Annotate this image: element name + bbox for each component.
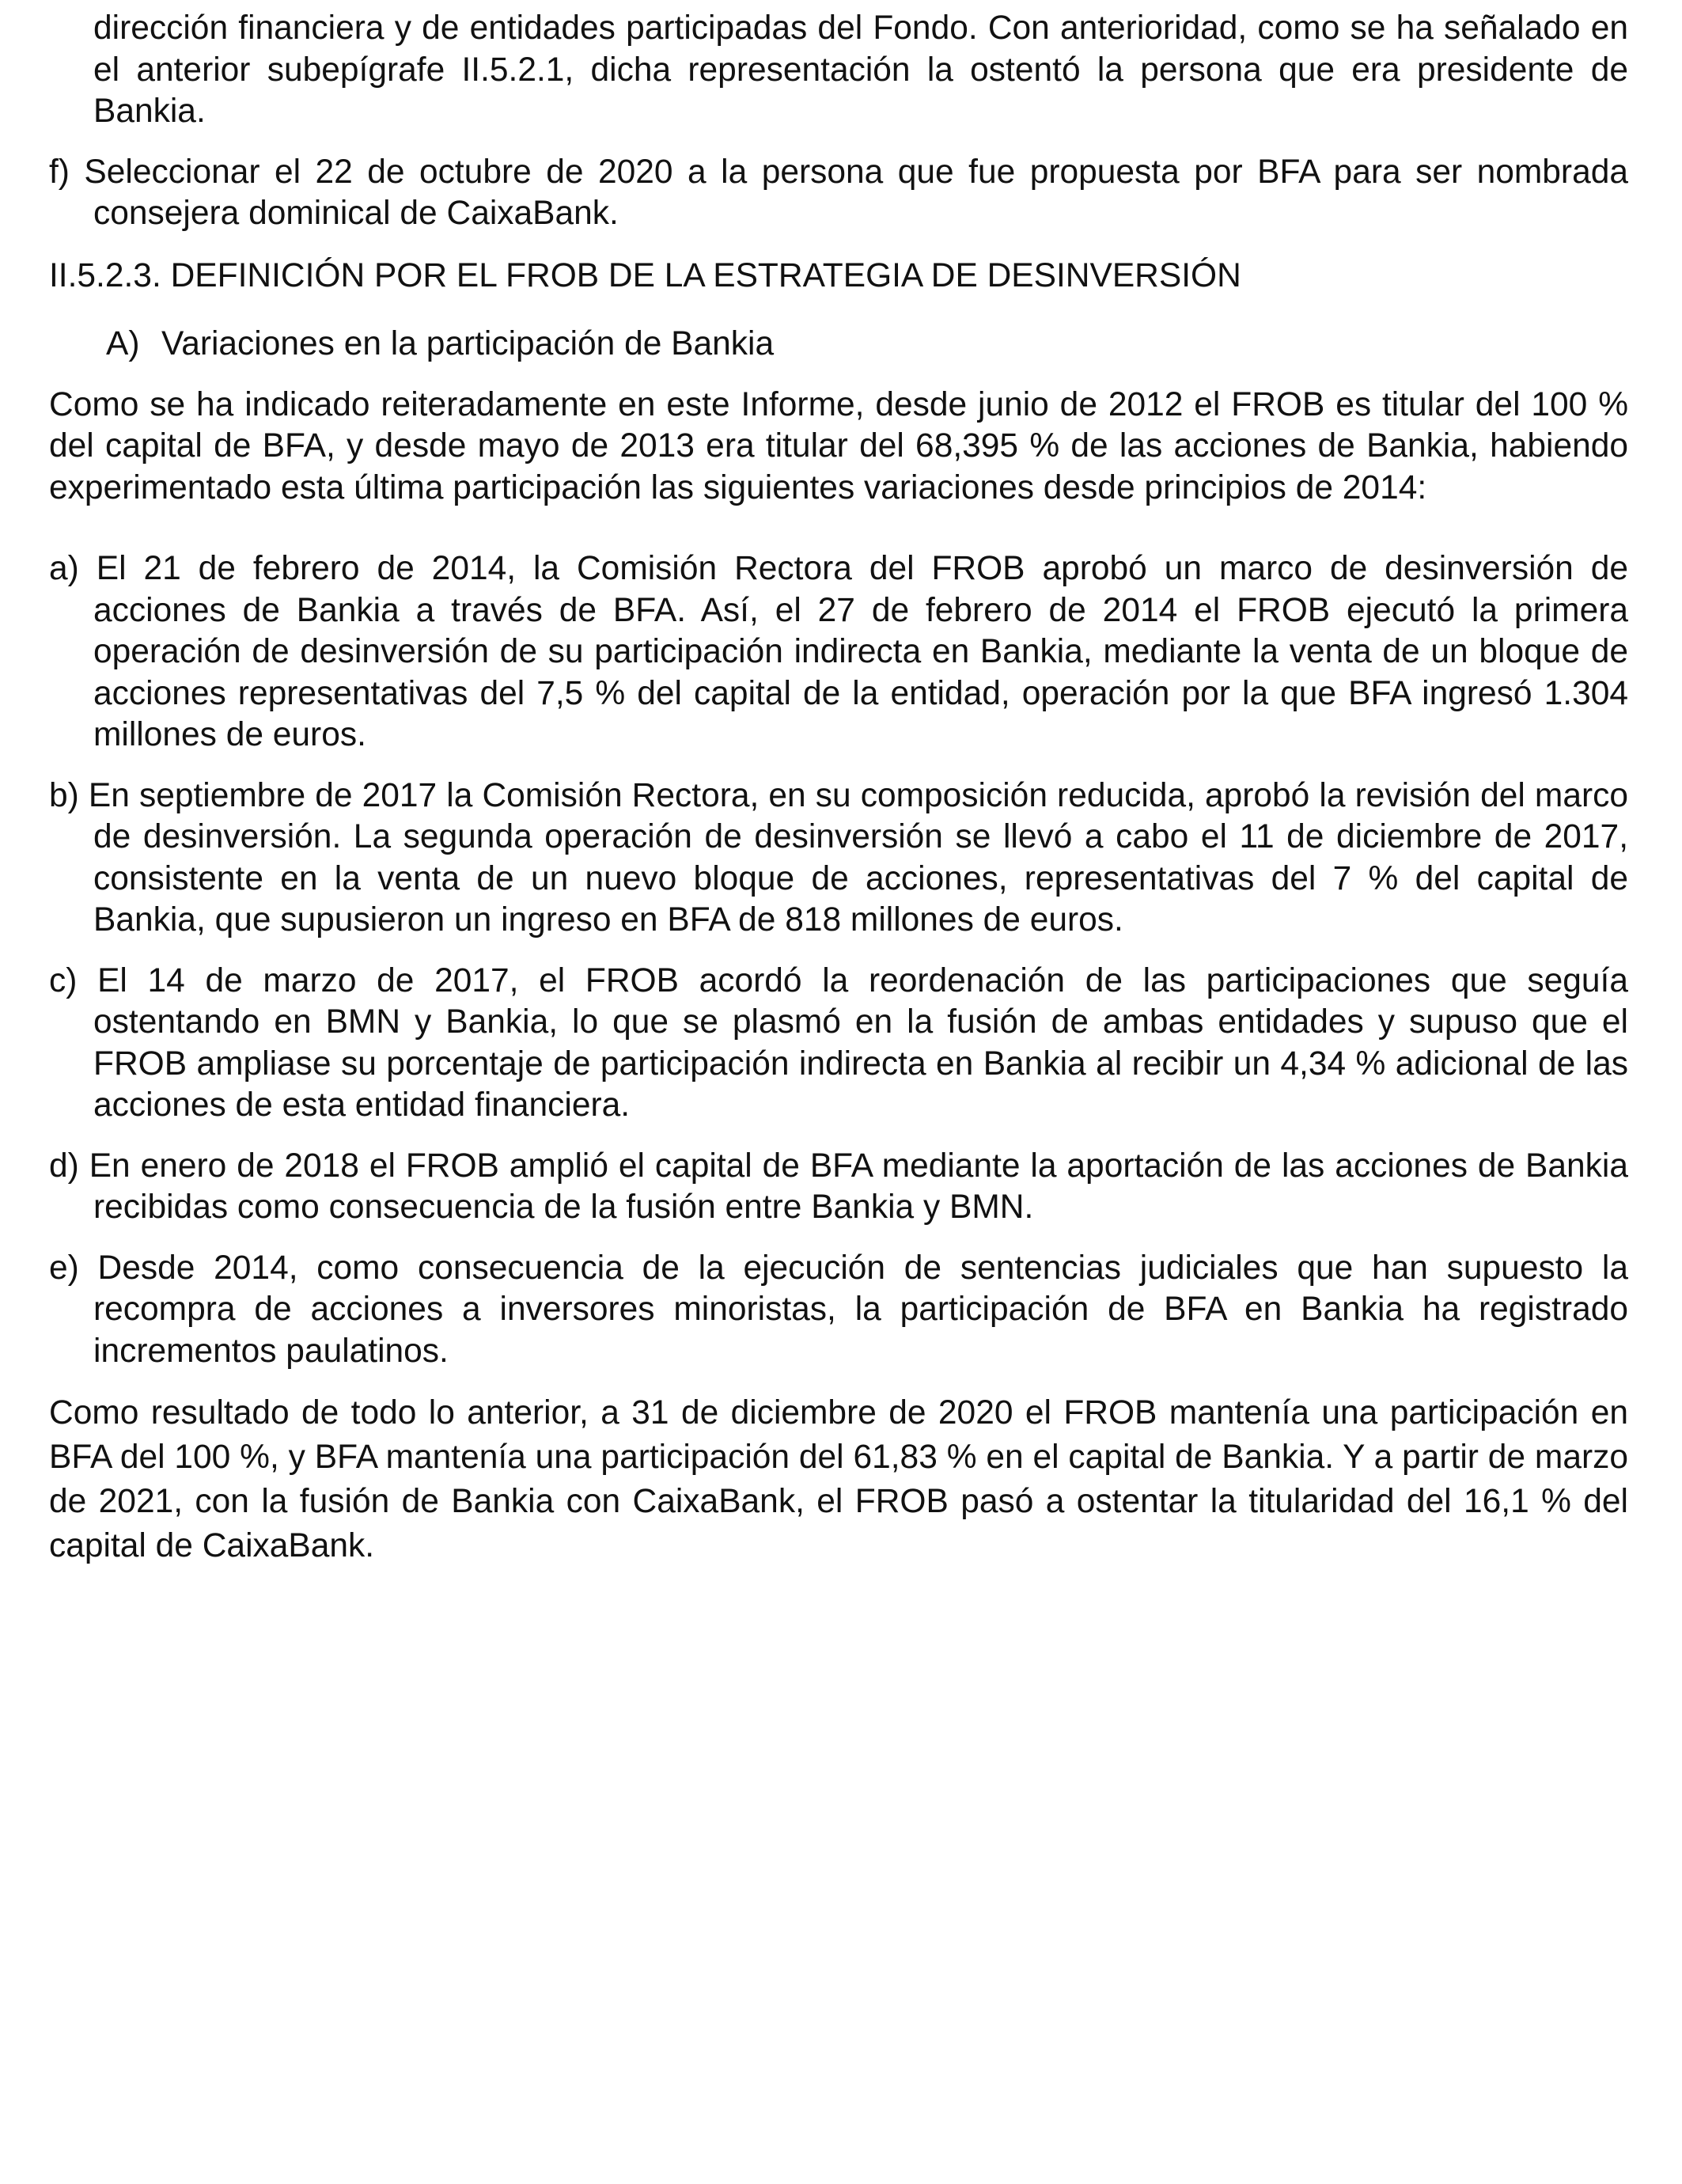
section-title: DEFINICIÓN POR EL FROB DE LA ESTRATEGIA DE DESINVERSIÓN <box>170 256 1241 294</box>
list-item-b: b) En septiembre de 2017 la Comisión Rectora, en su composición reducida, aprobó la revisión del marco de desinversión. La segunda operación de desinversión se llevó a cabo el 11 de diciembre de 2017, consistente en la venta de un nuevo bloque de acciones, representativas del 7 % del capital de Bankia, que supusieron un ingreso en BFA de 818 millones de euros. <box>49 776 1628 938</box>
list-item-d: d) En enero de 2018 el FROB amplió el capital de BFA mediante la aportación de las acciones de Bankia recibidas como consecuencia de la fusión entre Bankia y BMN. <box>49 1147 1628 1226</box>
subsection-marker: A) <box>106 325 140 362</box>
continuation-paragraph: dirección financiera y de entidades participadas del Fondo. Con anterioridad, como se ha señalado en el anterior subepígrafe II.5.2.1, dicha representación la ostentó la persona que era presidente de Bankia. <box>93 9 1628 130</box>
subsection-title: Variaciones en la participación de Bankia <box>161 325 775 362</box>
subsection-heading <box>49 324 1628 366</box>
list-item-e: e) Desde 2014, como consecuencia de la ejecución de sentencias judiciales que han supuesto la recompra de acciones a inversores minoristas, la participación de BFA en Bankia ha registrado incrementos paulatinos. <box>49 1249 1628 1370</box>
list-item-a: a) El 21 de febrero de 2014, la Comisión Rectora del FROB aprobó un marco de desinversión de acciones de Bankia a través de BFA. Así, el 27 de febrero de 2014 el FROB ejecutó la primera operación de desinversión de su participación indirecta en Bankia, mediante la venta de un bloque de acciones representativas del 7,5 % del capital de la entidad, operación por la que BFA ingresó 1.304 millones de euros. <box>49 550 1628 753</box>
list-item-f: f) Seleccionar el 22 de octubre de 2020 a la persona que fue propuesta por BFA para ser nombrada consejera dominical de CaixaBank. <box>49 153 1628 232</box>
section-number: II.5.2.3. <box>49 256 161 294</box>
list-item-c: c) El 14 de marzo de 2017, el FROB acordó la reordenación de las participaciones que seguía ostentando en BMN y Bankia, lo que se plasmó en la fusión de ambas entidades y supuso que el FROB ampliase su porcentaje de participación indirecta en Bankia al recibir un 4,34 % adicional de las acciones de esta entidad financiera. <box>49 961 1628 1124</box>
document-page <box>49 0 1628 1568</box>
section-heading <box>49 256 1628 298</box>
intro-paragraph: Como se ha indicado reiteradamente en este Informe, desde junio de 2012 el FROB es titular del 100 % del capital de BFA, y desde mayo de 2013 era titular del 68,395 % de las acciones de Bankia, habiendo experimentado esta última participación las siguientes variaciones desde principios de 2014: <box>49 385 1628 506</box>
conclusion-paragraph: Como resultado de todo lo anterior, a 31 de diciembre de 2020 el FROB mantenía una participación en BFA del 100 %, y BFA mantenía una participación del 61,83 % en el capital de Bankia. Y a partir de marzo de 2021, con la fusión de Bankia con CaixaBank, el FROB pasó a ostentar la titularidad del 16,1 % del capital de CaixaBank. <box>49 1394 1628 1564</box>
